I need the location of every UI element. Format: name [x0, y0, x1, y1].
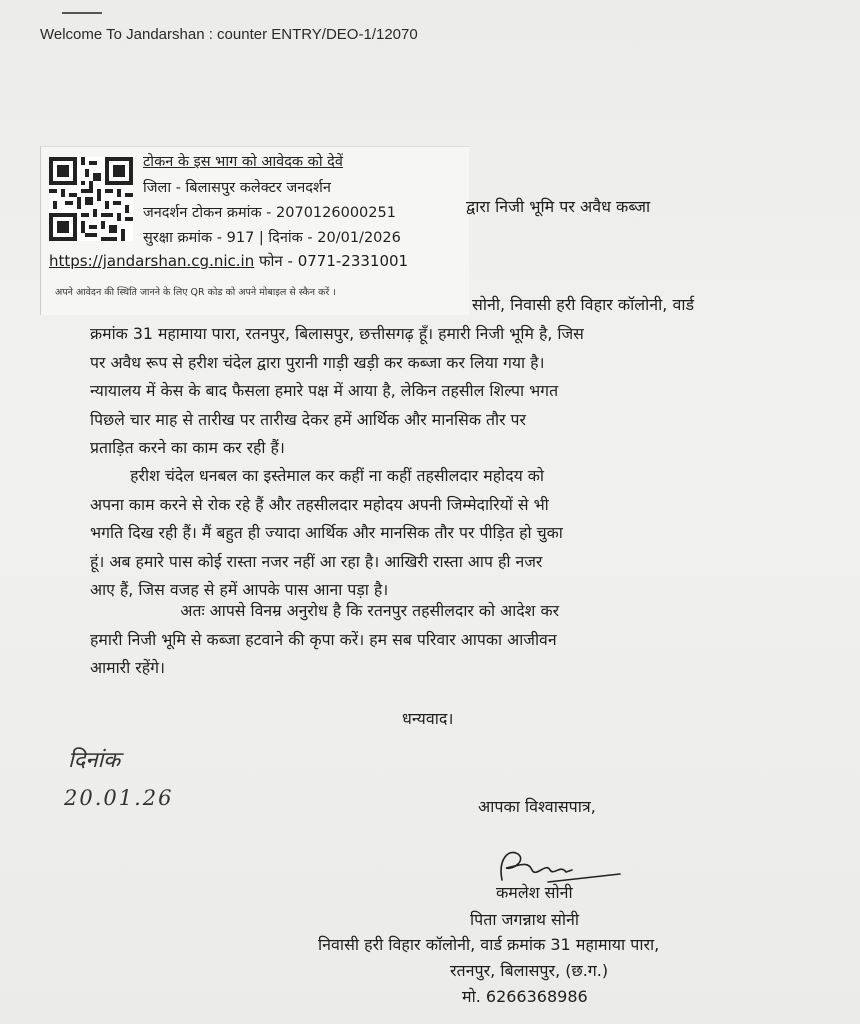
- paragraph-line: आमारी रहेंगे।: [90, 658, 165, 677]
- token-security-date: सुरक्षा क्रमांक - 917 | दिनांक - 20/01/2026: [143, 230, 401, 246]
- paragraph-2: [90, 462, 563, 605]
- signatory-name: कमलेश सोनी: [496, 883, 573, 902]
- paragraph-line: अपना काम करने से रोक रहे हैं और तहसीलदार महोदय अपनी जिम्मेदारियों से भी: [90, 494, 549, 514]
- token-slip: [40, 146, 469, 315]
- qr-note: अपने आवेदन की स्थिति जानने के लिए QR कोड को अपने मोबाइल से स्कैन करें ।: [55, 287, 336, 298]
- paragraph-line: पर अवैध रूप से हरीश चंदेल द्वारा पुरानी गाड़ी खड़ी कर कब्जा कर लिया गया है।: [90, 352, 545, 372]
- paragraph-line: अतः आपसे विनम्र अनुरोध है कि रतनपुर तहसीलदार को आदेश कर: [90, 601, 560, 620]
- closing: आपका विश्वासपात्र,: [478, 797, 596, 816]
- paragraph-line: भगति दिख रही हैं। मैं बहुत ही ज्यादा आर्थिक और मानसिक तौर पर पीड़ित हो चुका: [90, 523, 563, 542]
- paragraph-line: पिछले चार माह से तारीख पर तारीख देकर हमें आर्थिक और मानसिक तौर पर: [90, 409, 526, 429]
- father-name: पिता जगन्नाथ सोनी: [470, 910, 580, 929]
- token-give-to-applicant: टोकन के इस भाग को आवेदक को देवें: [143, 154, 343, 170]
- subject-fragment: द्वारा निजी भूमि पर अवैध कब्जा: [466, 197, 651, 216]
- token-phone: फोन - 0771-2331001: [258, 252, 409, 270]
- paragraph-line: प्रताड़ित करने का काम कर रही हैं।: [90, 438, 285, 457]
- handwritten-date: 20.01.26: [64, 786, 174, 810]
- paragraph-line: हमारी निजी भूमि से कब्जा हटवाने की कृपा करें। हम सब परिवार आपका आजीवन: [90, 629, 557, 649]
- paragraph-3: [90, 597, 559, 683]
- token-number: जनदर्शन टोकन क्रमांक - 2070126000251: [143, 205, 396, 221]
- qr-code-icon: [49, 157, 133, 241]
- token-district: जिला - बिलासपुर कलेक्टर जनदर्शन: [143, 180, 331, 196]
- paragraph-line: हूं। अब हमारे पास कोई रास्ता नजर नहीं आ रहा है। आखिरी रास्ता आप ही नजर: [90, 551, 543, 571]
- address-line-2: रतनपुर, बिलासपुर, (छ.ग.): [450, 961, 609, 980]
- thanks: धन्यवाद।: [402, 709, 454, 728]
- jandarshan-link[interactable]: https://jandarshan.cg.nic.in: [49, 252, 255, 270]
- token-contact-line: [49, 251, 408, 271]
- body-first-line-fragment: सोनी, निवासी हरी विहार कॉलोनी, वार्ड: [472, 295, 695, 314]
- jandarshan-header: Welcome To Jandarshan : counter ENTRY/DEO-1/12070: [40, 26, 418, 43]
- paragraph-line: हरीश चंदेल धनबल का इस्तेमाल कर कहीं ना कहीं तहसीलदार महोदय को: [90, 466, 544, 485]
- top-pen-mark: [62, 12, 102, 14]
- mobile-number: मो. 6266368986: [462, 987, 588, 1006]
- handwritten-date-label: दिनांक: [68, 748, 121, 773]
- address-line-1: निवासी हरी विहार कॉलोनी, वार्ड क्रमांक 31 महामाया पारा,: [318, 935, 660, 954]
- paragraph-line: क्रमांक 31 महामाया पारा, रतनपुर, बिलासपुर, छत्तीसगढ़ हूँ। हमारी निजी भूमि है, जिस: [90, 324, 584, 343]
- paragraph-line: आए हैं, जिस वजह से हमें आपके पास आना पड़ा है।: [90, 580, 389, 599]
- paragraph-line: न्यायालय में केस के बाद फैसला हमारे पक्ष में आया है, लेकिन तहसील शिल्पा भगत: [90, 381, 559, 400]
- paragraph-1: [90, 320, 584, 463]
